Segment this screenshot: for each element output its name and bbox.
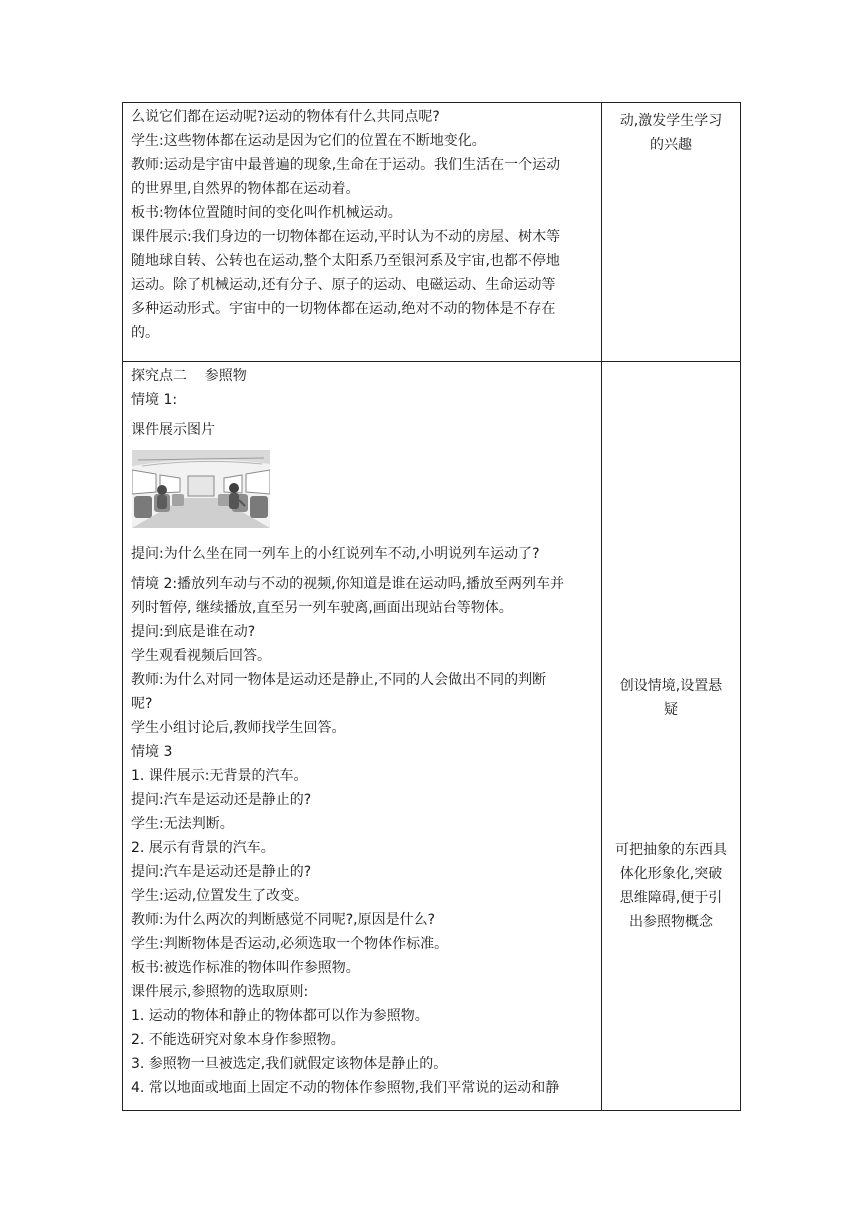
text-line: 情境 1: bbox=[131, 392, 178, 408]
text-line: 4. 常以地面或地面上固定不动的物体作参照物,我们平常说的运动和静 bbox=[131, 1080, 560, 1096]
text-line: 呢? bbox=[131, 696, 153, 712]
process-cell bbox=[123, 103, 602, 362]
text-line: 板书:被选作标准的物体叫作参照物。 bbox=[131, 960, 360, 976]
intent-note-line: 可把抽象的东西具 bbox=[615, 842, 727, 858]
text-line: 列时暂停, 继续播放,直至另一列车驶离,画面出现站台等物体。 bbox=[131, 600, 513, 616]
text-line: 的世界里,自然界的物体都在运动着。 bbox=[131, 181, 360, 197]
process-cell bbox=[123, 362, 602, 1111]
text-line: 教师:为什么对同一物体是运动还是静止,不同的人会做出不同的判断 bbox=[131, 672, 547, 688]
text-line: 学生:无法判断。 bbox=[131, 816, 234, 832]
text-line: 学生:这些物体都在运动是因为它们的位置在不断地变化。 bbox=[131, 133, 486, 149]
text-line: 课件展示:我们身边的一切物体都在运动,平时认为不动的房屋、树木等 bbox=[131, 229, 561, 245]
intent-note-line: 创设情境,设置悬 bbox=[619, 678, 723, 694]
text-line: 学生观看视频后回答。 bbox=[131, 648, 271, 664]
text-line: 情境 3 bbox=[131, 744, 173, 760]
text-line: 提问:为什么坐在同一列车上的小红说列车不动,小明说列车运动了? bbox=[131, 546, 540, 562]
text-line: 学生:判断物体是否运动,必须选取一个物体作标准。 bbox=[131, 936, 449, 952]
intent-note-line: 疑 bbox=[664, 702, 678, 718]
text-line: 提问:汽车是运动还是静止的? bbox=[131, 792, 312, 808]
text-line: 提问:汽车是运动还是静止的? bbox=[131, 864, 312, 880]
text-line: 学生:运动,位置发生了改变。 bbox=[131, 888, 309, 904]
section-heading: 探究点二 参照物 bbox=[131, 368, 247, 384]
text-line: 课件展示,参照物的选取原则: bbox=[131, 984, 309, 1000]
text-line: 课件展示图片 bbox=[131, 422, 215, 438]
text-line: 多种运动形式。宇宙中的一切物体都在运动,绝对不动的物体是不存在 bbox=[131, 301, 556, 317]
text-line: 学生小组讨论后,教师找学生回答。 bbox=[131, 720, 346, 736]
text-line: 1. 运动的物体和静止的物体都可以作为参照物。 bbox=[131, 1008, 429, 1024]
intent-note-line: 思维障碍,便于引 bbox=[619, 890, 723, 906]
table-row bbox=[123, 103, 741, 362]
intent-note-line: 出参照物概念 bbox=[629, 914, 713, 930]
intent-cell bbox=[602, 103, 741, 362]
text-line: 2. 不能选研究对象本身作参照物。 bbox=[131, 1032, 345, 1048]
text-line: 教师:为什么两次的判断感觉不同呢?,原因是什么? bbox=[131, 912, 436, 928]
intent-note-line: 动,激发学生学习 bbox=[619, 113, 723, 129]
intent-cell bbox=[602, 362, 741, 1111]
train-interior-illustration-icon bbox=[132, 450, 270, 528]
text-line: 的。 bbox=[131, 325, 159, 341]
text-line: 提问:到底是谁在动? bbox=[131, 624, 256, 640]
text-line: 情境 2:播放列车动与不动的视频,你知道是谁在运动吗,播放至两列车并 bbox=[131, 576, 564, 592]
text-line: 么说它们都在运动呢?运动的物体有什么共同点呢? bbox=[131, 109, 440, 125]
text-line: 2. 展示有背景的汽车。 bbox=[131, 840, 275, 856]
text-line: 1. 课件展示:无背景的汽车。 bbox=[131, 768, 308, 784]
text-line: 教师:运动是宇宙中最普遍的现象,生命在于运动。我们生活在一个运动 bbox=[131, 157, 561, 173]
text-line: 3. 参照物一旦被选定,我们就假定该物体是静止的。 bbox=[131, 1056, 448, 1072]
lesson-plan-table bbox=[122, 102, 741, 1111]
intent-note-line: 的兴趣 bbox=[650, 137, 692, 153]
text-line: 随地球自转、公转也在运动,整个太阳系乃至银河系及宇宙,也都不停地 bbox=[131, 253, 560, 269]
intent-note-line: 体化形象化,突破 bbox=[619, 866, 723, 882]
text-line: 运动。除了机械运动,还有分子、原子的运动、电磁运动、生命运动等 bbox=[131, 277, 556, 293]
table-row bbox=[123, 362, 741, 1111]
text-line: 板书:物体位置随时间的变化叫作机械运动。 bbox=[131, 205, 402, 221]
